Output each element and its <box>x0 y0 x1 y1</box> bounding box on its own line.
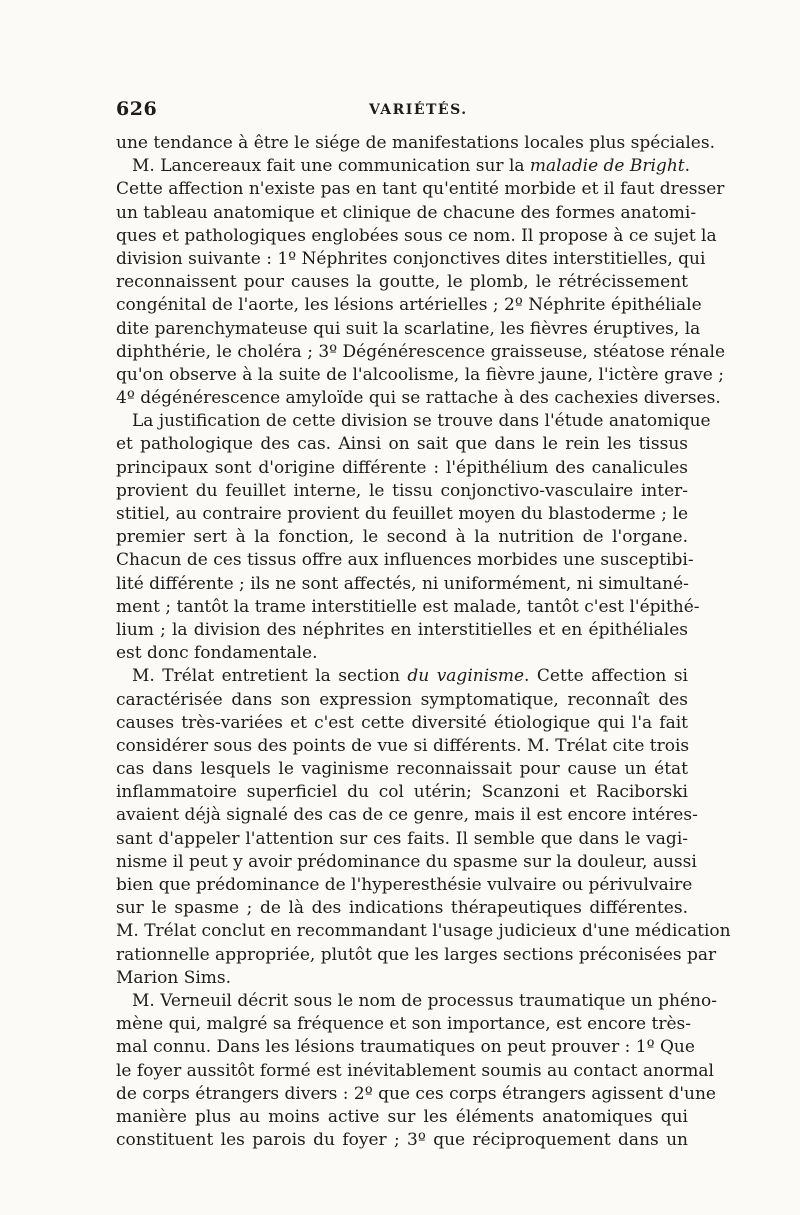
text-line: ment ; tantôt la trame interstitielle est malade, tantôt c'est l'épithé- <box>116 596 700 617</box>
running-title: VARIÉTÉS. <box>369 102 468 118</box>
text-line: de corps étrangers divers : 2º que ces corps étrangers agissent d'une <box>116 1083 716 1104</box>
text-line: diphthérie, le choléra ; 3º Dégénérescence graisseuse, stéatose rénale <box>116 341 726 362</box>
text-line: inflammatoire superficiel du col utérin; Scanzoni et Raciborski <box>116 782 688 803</box>
text-line: provient du feuillet interne, le tissu conjonctivo-vasculaire inter- <box>116 480 688 501</box>
text-line: une tendance à être le siége de manifestations locales plus spéciales. <box>116 133 715 153</box>
text-line: lium ; la division des néphrites en interstitielles et en épithéliales <box>116 619 688 640</box>
text-line: reconnaissent pour causes la goutte, le plomb, le rétrécissement <box>116 272 688 293</box>
text-line: mène qui, malgré sa fréquence et son importance, est encore très- <box>116 1014 691 1035</box>
text-line: principaux sont d'origine différente : l'épithélium des canalicules <box>116 457 688 478</box>
text-line: qu'on observe à la suite de l'alcoolisme, la fièvre jaune, l'ictère grave ; <box>116 364 724 385</box>
text-line: caractérisée dans son expression symptomatique, reconnaît des <box>116 689 688 710</box>
text-line: rationnelle appropriée, plutôt que les larges sections préconisées par <box>116 944 717 965</box>
text-line: Chacun de ces tissus offre aux influences morbides une susceptibi- <box>116 550 694 571</box>
text-line: M. Trélat conclut en recommandant l'usage judicieux d'une médication <box>116 921 731 942</box>
text-line: bien que prédominance de l'hyperesthésie vulvaire ou périvulvaire <box>116 875 693 895</box>
paragraph <box>116 410 711 665</box>
paragraph <box>116 990 717 1152</box>
text-line: causes très-variées et c'est cette diversité étiologique qui l'a fait <box>116 712 688 733</box>
text-line: ques et pathologiques englobées sous ce nom. Il propose à ce sujet la <box>116 225 717 246</box>
text-line: constituent les parois du foyer ; 3º que réciproquement dans un <box>116 1130 688 1151</box>
text-line: sur le spasme ; de là des indications thérapeutiques différentes. <box>116 898 688 919</box>
text-line: mal connu. Dans les lésions traumatiques on peut prouver : 1º Que <box>116 1037 695 1058</box>
text-line: avaient déjà signalé des cas de ce genre, mais il est encore intéres- <box>116 805 698 826</box>
paragraph <box>116 155 726 410</box>
text-line: Cette affection n'existe pas en tant qu'entité morbide et il faut dresser <box>116 179 725 200</box>
paragraph <box>116 665 731 990</box>
text-line: La justification de cette division se trouve dans l'étude anatomique <box>132 411 711 432</box>
text-line: manière plus au moins active sur les éléments anatomiques qui <box>116 1106 688 1127</box>
italic-title: maladie de Bright <box>529 156 685 177</box>
text-line: M. Trélat entretient la section du vaginisme. Cette affection si <box>132 666 688 687</box>
text-line: nisme il peut y avoir prédominance du spasme sur la douleur, aussi <box>116 851 697 872</box>
text-line: sant d'appeler l'attention sur ces faits. Il semble que dans le vagi- <box>116 828 688 849</box>
text-line: un tableau anatomique et clinique de chacune des formes anatomi- <box>116 202 697 223</box>
text-line: le foyer aussitôt formé est inévitablement soumis au contact anormal <box>116 1060 714 1081</box>
text-line: cas dans lesquels le vaginisme reconnaissait pour cause un état <box>116 759 688 780</box>
text-line: considérer sous des points de vue si différents. M. Trélat cite trois <box>116 735 690 756</box>
page-header <box>116 98 686 124</box>
text-line: M. Lancereaux fait une communication sur la maladie de Bright. <box>132 156 691 177</box>
text-line: division suivante : 1º Néphrites conjonctives dites interstitielles, qui <box>116 248 706 269</box>
paragraph <box>116 132 715 155</box>
text-line: Marion Sims. <box>116 967 232 988</box>
italic-title: du vaginisme <box>407 666 525 687</box>
text-line: dite parenchymateuse qui suit la scarlatine, les fièvres éruptives, la <box>116 318 701 339</box>
text-line: congénital de l'aorte, les lésions artérielles ; 2º Néphrite épithéliale <box>116 295 702 316</box>
text-line: stitiel, au contraire provient du feuillet moyen du blastoderme ; le <box>116 504 688 524</box>
text-line: 4º dégénérescence amyloïde qui se rattache à des cachexies diverses. <box>116 388 721 409</box>
page-number: 626 <box>116 98 158 120</box>
body-text <box>116 132 731 1152</box>
text-line: M. Verneuil décrit sous le nom de processus traumatique un phéno- <box>132 990 717 1011</box>
text-line: lité différente ; ils ne sont affectés, ni uniformément, ni simultané- <box>116 573 689 594</box>
text-line: et pathologique des cas. Ainsi on sait que dans le rein les tissus <box>116 434 688 455</box>
text-line: premier sert à la fonction, le second à la nutrition de l'organe. <box>116 527 688 548</box>
text-line: est donc fondamentale. <box>116 643 318 664</box>
